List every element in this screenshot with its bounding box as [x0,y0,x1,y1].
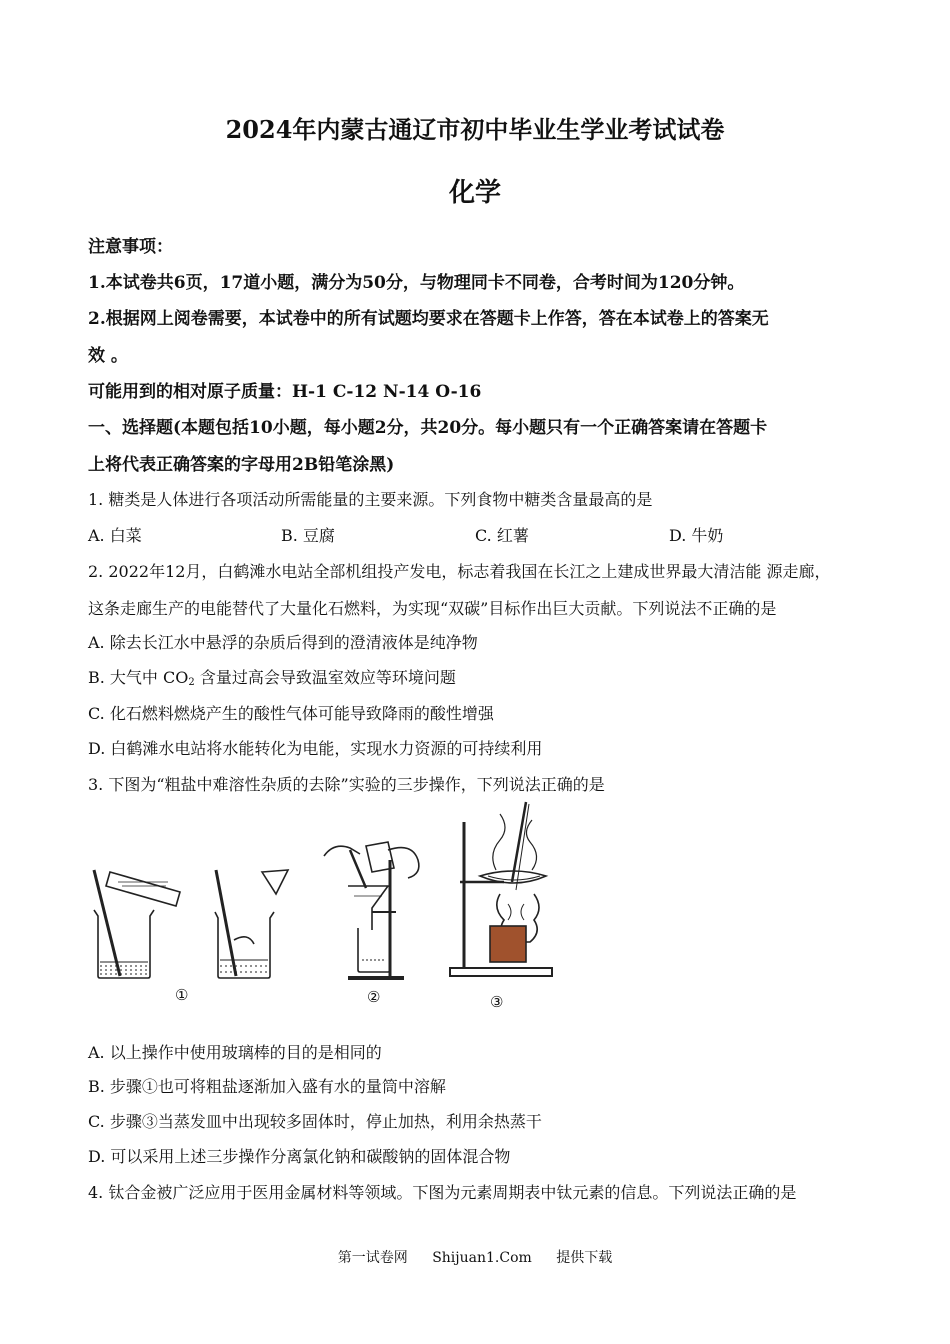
subject-title: 化学 [448,178,501,208]
q2-stem-line-2: 这条走廊生产的电能替代了大量化石燃料，为实现“双碳”目标作出巨大贡献。下列说法不正确的是 [88,599,777,618]
q1-option-d: D. 牛奶 [669,526,724,545]
q3-option-d: D. 可以采用上述三步操作分离氯化钠和碳酸钠的固体混合物 [88,1147,511,1166]
atomic-mass-line: 可能用到的相对原子质量：H-1 C-12 N-14 O-16 [88,382,482,402]
q1-option-a: A. 白菜 [88,526,142,545]
experiment-illustration [88,800,568,1015]
notice-item-2-line-1: 2.根据网上阅卷需要，本试卷中的所有试题均要求在答题卡上作答，答在本试卷上的答案无 [88,309,769,329]
q2-option-a: A. 除去长江水中悬浮的杂质后得到的澄清液体是纯净物 [88,633,478,652]
q1-option-b: B. 豆腐 [281,526,335,545]
notice-item-2-line-2: 效 。 [88,346,128,366]
footer-site-url[interactable]: Shijuan1.Com [432,1250,532,1266]
q1-stem: 1. 糖类是人体进行各项活动所需能量的主要来源。下列食物中糖类含量最高的是 [88,490,653,509]
q3-experiment-figure [88,800,568,1015]
notice-item-1: 1.本试卷共6页，17道小题，满分为50分，与物理同卡不同卷，合考时间为120分钟。 [88,273,745,293]
footer-download-text: 提供下载 [556,1250,613,1266]
q2-stem-line-1: 2. 2022年12月，白鹤滩水电站全部机组投产发电，标志着我国在长江之上建成世界最大清洁能 源走廊， [88,562,831,581]
figure-label-step-2: ② [367,988,381,1006]
q3-option-b: B. 步骤①也可将粗盐逐渐加入盛有水的量筒中溶解 [88,1077,446,1096]
notice-heading: 注意事项： [88,237,173,257]
q2-option-d: D. 白鹤滩水电站将水能转化为电能，实现水力资源的可持续利用 [88,739,543,758]
q4-stem: 4. 钛合金被广泛应用于医用金属材料等领域。下图为元素周期表中钛元素的信息。下列说法正确的是 [88,1183,797,1202]
figure-label-step-3: ③ [490,993,504,1011]
q3-stem: 3. 下图为“粗盐中难溶性杂质的去除”实验的三步操作，下列说法正确的是 [88,775,605,794]
q2-option-b: B. 大气中 $CO_2$ 含量过高会导致温室效应等环境问题 [88,668,456,688]
page-footer [0,1247,950,1267]
q3-option-c: C. 步骤③当蒸发皿中出现较多固体时，停止加热，利用余热蒸干 [88,1112,542,1131]
section-1-heading-line-1: 一、选择题(本题包括10小题，每小题2分，共20分。每小题只有一个正确答案请在答题卡 [88,418,768,438]
exam-title: 2024年内蒙古通辽市初中毕业生学业考试试卷 [225,115,725,144]
q3-option-a: A. 以上操作中使用玻璃棒的目的是相同的 [88,1043,382,1062]
footer-site-name: 第一试卷网 [337,1250,408,1266]
q2-option-c: C. 化石燃料燃烧产生的酸性气体可能导致降雨的酸性增强 [88,704,494,723]
section-1-heading-line-2: 上将代表正确答案的字母用2B铅笔涂黑) [88,455,395,475]
q1-option-c: C. 红薯 [475,526,529,545]
figure-label-step-1: ① [175,986,189,1004]
